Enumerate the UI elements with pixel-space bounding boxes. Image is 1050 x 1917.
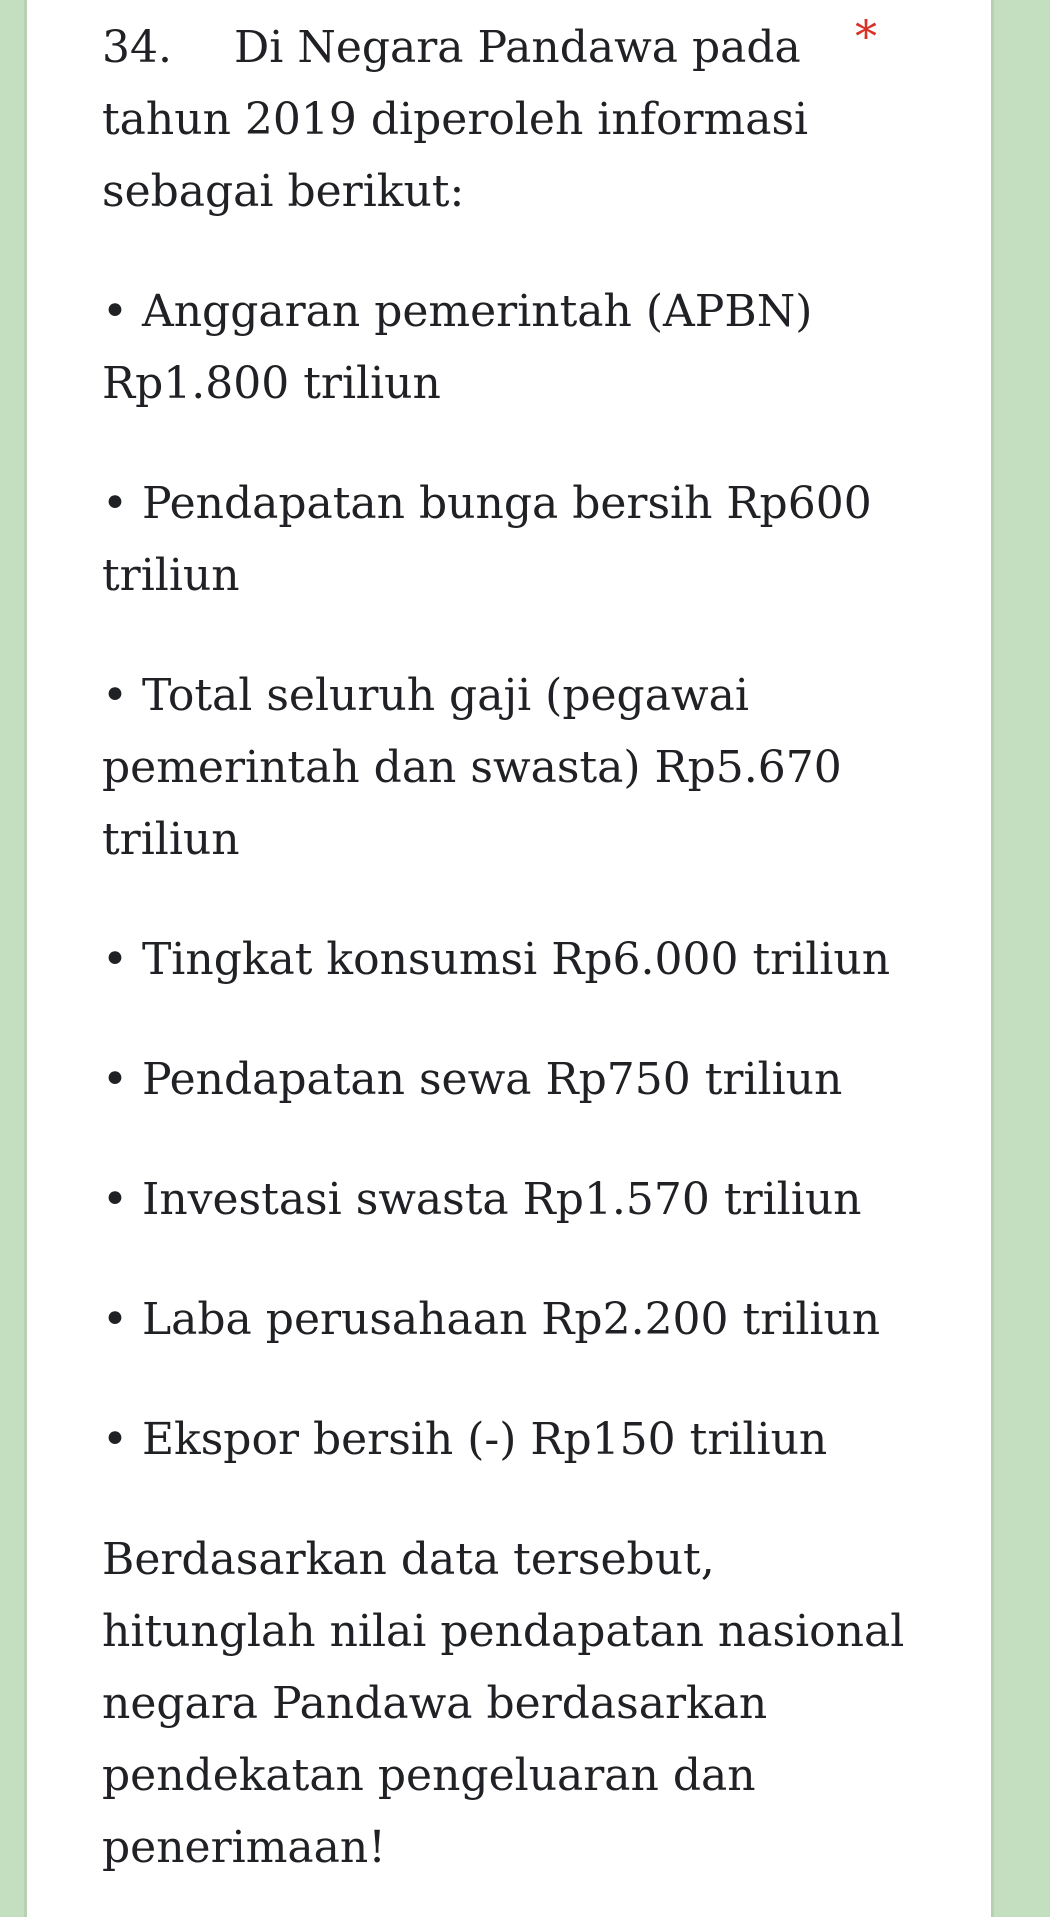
list-item: • Anggaran pemerintah (APBN) Rp1.800 triliun (102, 286, 813, 409)
list-item: • Pendapatan bunga bersih Rp600 triliun (102, 478, 872, 601)
list-item: • Investasi swasta Rp1.570 triliun (102, 1174, 862, 1225)
question-instruction: Berdasarkan data tersebut, hitunglah nilai pendapatan nasional negara Pandawa berdasarkan pendekatan pengeluaran dan penerimaan! (102, 1534, 905, 1873)
question-heading (102, 12, 922, 228)
list-item: • Laba perusahaan Rp2.200 triliun (102, 1294, 881, 1345)
data-list (102, 276, 922, 1476)
question-number: 34. (102, 22, 172, 73)
list-item: • Total seluruh gaji (pegawai pemerintah dan swasta) Rp5.670 triliun (102, 670, 842, 865)
question-card (24, 0, 994, 1917)
required-marker: * (855, 12, 877, 63)
list-item: • Tingkat konsumsi Rp6.000 triliun (102, 934, 891, 985)
list-item: • Pendapatan sewa Rp750 triliun (102, 1054, 843, 1105)
question-block (102, 12, 922, 1884)
question-intro: Di Negara Pandawa pada tahun 2019 diperoleh informasi sebagai berikut: (102, 22, 809, 217)
list-item: • Ekspor bersih (-) Rp150 triliun (102, 1414, 828, 1465)
